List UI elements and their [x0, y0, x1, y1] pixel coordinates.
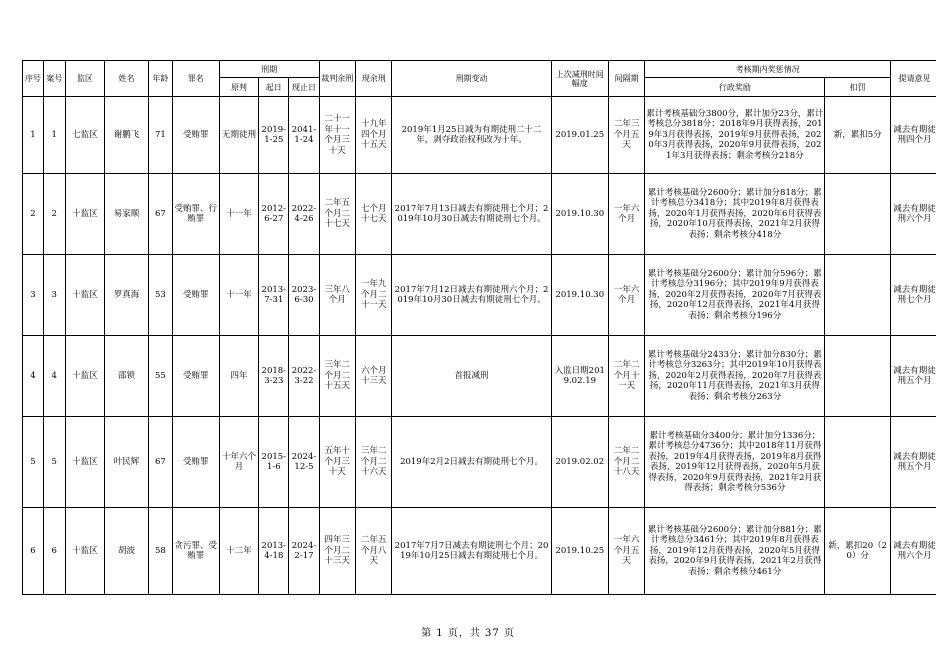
row-proposal: 减去有期徒刑五个月	[890, 417, 936, 508]
row-name: 胡波	[105, 508, 149, 595]
row-change: 2017年7月7日减去有期徒刑七个月；2019年10月25日减去有期徒刑七个月。	[392, 508, 551, 595]
header-crime: 罪名	[172, 61, 219, 97]
row-end: 2024-12-5	[289, 417, 319, 508]
row-current-remaining: 六个月十三天	[356, 336, 392, 417]
row-award: 累计考核基础分3400分；累计加分1336分；累计考核总分4736分；其中2018年11月获得表扬，2019年4月获得表扬，2019年8月获得表扬，2019年12月获得表扬，2020年5月获得表扬，2020年9月获得表扬，2021年2月获得表扬；剩余考核分536分	[645, 417, 825, 508]
page-footer: 第 1 页，共 37 页	[421, 628, 515, 639]
row-change: 2019年2月2日减去有期徒刑七个月。	[392, 417, 551, 508]
row-crime: 受贿罪	[172, 97, 219, 174]
row-current-remaining: 七个月十七天	[356, 174, 392, 255]
row-ruled-remaining: 三年八个月	[319, 255, 355, 336]
header-name: 姓名	[105, 61, 149, 97]
row-start: 2013-7-31	[259, 255, 289, 336]
row-crime: 受贿罪	[172, 417, 219, 508]
table-row	[23, 336, 936, 417]
row-change: 2017年7月12日减去有期徒刑六个月；2019年10月30日减去有期徒刑七个月。	[392, 255, 551, 336]
row-seq: 1	[23, 97, 44, 174]
row-interval: 二年二个月十一天	[608, 336, 644, 417]
header-original: 原判	[219, 78, 259, 97]
header-change: 刑期变动	[392, 61, 551, 97]
row-age: 67	[148, 417, 172, 508]
row-proposal: 减去有期徒刑七个月	[890, 255, 936, 336]
header-start: 起日	[259, 78, 289, 97]
row-proposal: 减去有期徒刑六个月	[890, 508, 936, 595]
header-end: 现止日	[289, 78, 319, 97]
row-end: 2023-6-30	[289, 255, 319, 336]
row-seq: 3	[23, 255, 44, 336]
row-award: 累计考核基础分2600分；累计加分818分；累计考核总分3418分；其中2019年8月获得表扬，2020年1月获得表扬，2020年6月获得表扬，2020年10月获得表扬，2021年2月获得表扬；剩余考核分418分	[645, 174, 825, 255]
header-sentence-group: 刑期	[219, 61, 319, 78]
header-seq: 序号	[23, 61, 44, 97]
row-end: 2041-1-24	[289, 97, 319, 174]
row-interval: 一年六个月	[608, 174, 644, 255]
row-age: 55	[148, 336, 172, 417]
header-row-1	[23, 61, 936, 78]
row-penalty: 新，累扣20（20）分	[825, 508, 891, 595]
row-name: 易家顺	[105, 174, 149, 255]
row-ruled-remaining: 三年二个月二十五天	[319, 336, 355, 417]
header-proposal: 提请意见	[890, 61, 936, 97]
row-end: 2022-3-22	[289, 336, 319, 417]
row-start: 2012-6-27	[259, 174, 289, 255]
row-last-reduction: 2019.10.30	[551, 174, 608, 255]
row-interval: 一年六个月五天	[608, 508, 644, 595]
row-award: 累计考核基础分2600分；累计加分881分；累计考核总分3461分；其中2019年8月获得表扬，2019年12月获得表扬，2020年5月获得表扬，2020年9月获得表扬，2021年2月获得表扬；剩余考核分461分	[645, 508, 825, 595]
row-original: 四年	[219, 336, 259, 417]
row-last-reduction: 2019.10.30	[551, 255, 608, 336]
row-penalty	[825, 255, 891, 336]
row-case-no: 2	[43, 174, 65, 255]
row-seq: 4	[23, 336, 44, 417]
row-ruled-remaining: 二十一年十一个月三十天	[319, 97, 355, 174]
row-prison: 十监区	[65, 508, 105, 595]
row-seq: 2	[23, 174, 44, 255]
header-assessment-group: 考核期内奖惩情况	[645, 61, 891, 78]
header-interval: 间隔期	[608, 61, 644, 97]
row-name: 谢鹏飞	[105, 97, 149, 174]
row-penalty	[825, 174, 891, 255]
row-award: 累计考核基础分2600分；累计加分596分；累计考核总分3196分；其中2019年9月获得表扬，2020年2月获得表扬，2020年7月获得表扬，2020年12月获得表扬，2021年4月获得表扬；剩余考核分196分	[645, 255, 825, 336]
table-row	[23, 174, 936, 255]
row-last-reduction: 2019.02.02	[551, 417, 608, 508]
row-last-reduction: 2019.01.25	[551, 97, 608, 174]
header-award: 行政奖励	[645, 78, 825, 97]
row-last-reduction: 入监日期2019.02.19	[551, 336, 608, 417]
row-ruled-remaining: 四年三个月二十三天	[319, 508, 355, 595]
table-row	[23, 417, 936, 508]
row-original: 十年六个月	[219, 417, 259, 508]
table-row	[23, 508, 936, 595]
row-crime: 受贿罪、行贿罪	[172, 174, 219, 255]
row-change: 2019年1月25日减为有期徒刑二十二年，剥夺政治权利改为十年。	[392, 97, 551, 174]
row-original: 无期徒刑	[219, 97, 259, 174]
header-age: 年龄	[148, 61, 172, 97]
row-case-no: 3	[43, 255, 65, 336]
row-change: 2017年7月13日减去有期徒刑七个月；2019年10月30日减去有期徒刑七个月。	[392, 174, 551, 255]
row-start: 2013-4-18	[259, 508, 289, 595]
row-case-no: 6	[43, 508, 65, 595]
row-end: 2024-2-17	[289, 508, 319, 595]
row-ruled-remaining: 二年五个月二十七天	[319, 174, 355, 255]
row-age: 71	[148, 97, 172, 174]
row-prison: 十监区	[65, 417, 105, 508]
row-current-remaining: 一年九个月二十一天	[356, 255, 392, 336]
row-prison: 十监区	[65, 336, 105, 417]
row-age: 67	[148, 174, 172, 255]
row-original: 十一年	[219, 255, 259, 336]
row-current-remaining: 二年五个月八天	[356, 508, 392, 595]
row-penalty	[825, 336, 891, 417]
row-case-no: 4	[43, 336, 65, 417]
row-age: 53	[148, 255, 172, 336]
row-penalty	[825, 417, 891, 508]
row-crime: 受贿罪	[172, 336, 219, 417]
header-last-reduction: 上次减刑时间幅度	[551, 61, 608, 97]
row-prison: 十监区	[65, 174, 105, 255]
row-ruled-remaining: 五年十个月三十天	[319, 417, 355, 508]
row-prison: 十监区	[65, 255, 105, 336]
row-interval: 一年六个月	[608, 255, 644, 336]
table-row	[23, 97, 936, 174]
row-case-no: 1	[43, 97, 65, 174]
row-crime: 受贿罪	[172, 255, 219, 336]
sentence-reduction-table	[22, 60, 936, 595]
row-name: 邵锁	[105, 336, 149, 417]
row-last-reduction: 2019.10.25	[551, 508, 608, 595]
row-current-remaining: 十九年四个月十五天	[356, 97, 392, 174]
row-proposal: 减去有期徒刑六个月	[890, 174, 936, 255]
row-name: 罗真海	[105, 255, 149, 336]
row-age: 58	[148, 508, 172, 595]
row-seq: 5	[23, 417, 44, 508]
row-start: 2019-1-25	[259, 97, 289, 174]
header-penalty: 扣罚	[825, 78, 891, 97]
header-case-no: 案号	[43, 61, 65, 97]
row-interval: 二年二个月二十八天	[608, 417, 644, 508]
row-proposal: 减去有期徒刑四个月	[890, 97, 936, 174]
row-award: 累计考核基础分2433分；累计加分830分；累计考核总分3263分；其中2019年10月获得表扬，2020年2月获得表扬，2020年7月获得表扬，2020年11月获得表扬，2021年3月获得表扬；剩余考核分263分	[645, 336, 825, 417]
row-award: 累计考核基础分3800分，累计加分23分，累计考核总分3818分；2018年9月获得表扬，2019年3月获得表扬，2019年9月获得表扬，2020年3月获得表扬，2020年9月获得表扬，2021年3月获得表扬；剩余考核分218分	[645, 97, 825, 174]
row-prison: 七监区	[65, 97, 105, 174]
row-original: 十一年	[219, 174, 259, 255]
row-start: 2015-1-6	[259, 417, 289, 508]
row-original: 十二年	[219, 508, 259, 595]
row-penalty: 新，累扣5分	[825, 97, 891, 174]
row-end: 2022-4-26	[289, 174, 319, 255]
row-name: 叶民辉	[105, 417, 149, 508]
row-start: 2018-3-23	[259, 336, 289, 417]
row-current-remaining: 三年二个月二十六天	[356, 417, 392, 508]
table-row	[23, 255, 936, 336]
row-crime: 贪污罪、受贿罪	[172, 508, 219, 595]
row-case-no: 5	[43, 417, 65, 508]
row-seq: 6	[23, 508, 44, 595]
header-ruled-remaining: 裁判余刑	[319, 61, 355, 97]
header-prison: 监区	[65, 61, 105, 97]
row-change: 首报减刑	[392, 336, 551, 417]
row-interval: 二年三个月五天	[608, 97, 644, 174]
header-current-remaining: 现余刑	[356, 61, 392, 97]
row-proposal: 减去有期徒刑五个月	[890, 336, 936, 417]
